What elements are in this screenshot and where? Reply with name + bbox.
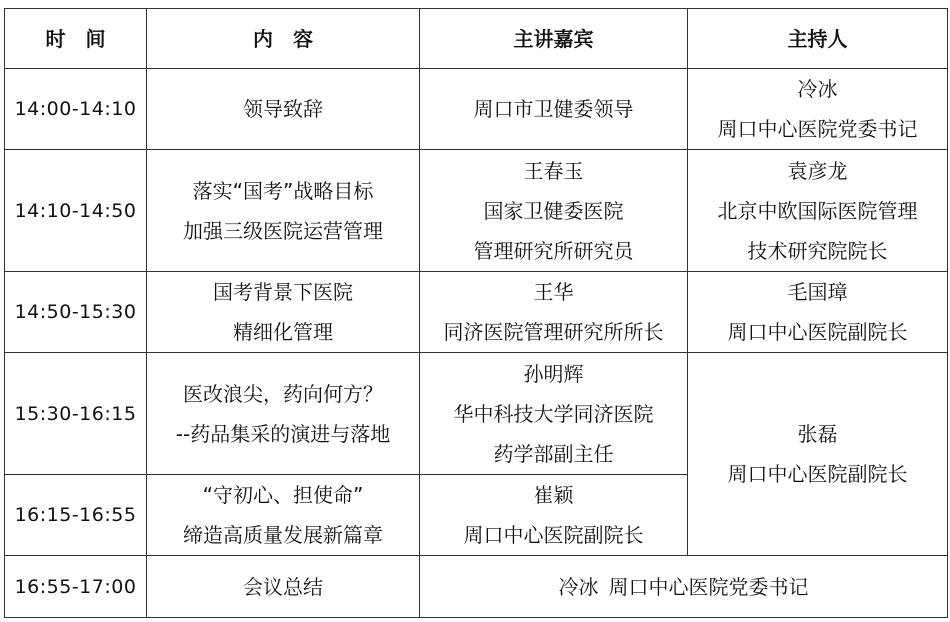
closing-title: 周口中心医院党委书记 — [608, 574, 809, 599]
content-cell — [147, 69, 420, 150]
speaker-name: 崔颖 — [533, 483, 574, 507]
content-line: --药品集采的演进与落地 — [175, 421, 391, 446]
table-row — [5, 272, 948, 353]
table-row — [5, 353, 948, 475]
host-cell-merged — [688, 353, 948, 556]
content-line: 缔造高质量发展新篇章 — [183, 523, 383, 547]
agenda-table — [4, 8, 948, 618]
content-line: “守初心、担使命” — [202, 483, 364, 507]
table-row — [5, 556, 948, 618]
host-cell — [688, 150, 948, 272]
content-line: 精细化管理 — [233, 320, 333, 344]
content-cell — [147, 475, 420, 556]
time-cell: 14:50-15:30 — [5, 272, 147, 353]
content-line: 落实“国考”战略目标 — [192, 178, 374, 203]
speaker-title: 国家卫健委医院 — [483, 198, 624, 223]
header-content: 内 容 — [147, 9, 420, 69]
speaker-cell — [420, 353, 688, 475]
speaker-name: 孙明辉 — [523, 361, 584, 386]
content-cell — [147, 272, 420, 353]
host-cell — [688, 272, 948, 353]
host-name: 冷冰 — [797, 77, 838, 101]
host-title: 周口中心医院副院长 — [727, 462, 908, 486]
speaker-name: 王华 — [533, 280, 574, 304]
closing-name: 冷冰 — [558, 574, 599, 599]
speaker-title: 管理研究所研究员 — [473, 238, 634, 263]
header-row — [5, 9, 948, 69]
header-host: 主持人 — [688, 9, 948, 69]
header-time: 时 间 — [5, 9, 147, 69]
host-cell — [688, 69, 948, 150]
speaker-cell — [420, 272, 688, 353]
time-cell: 14:00-14:10 — [5, 69, 147, 150]
speaker-name: 王春玉 — [523, 158, 584, 183]
host-name: 袁彦龙 — [787, 158, 848, 183]
speaker-cell — [420, 150, 688, 272]
content-cell — [147, 556, 420, 618]
speaker-cell — [420, 69, 688, 150]
speaker-title: 周口中心医院副院长 — [463, 523, 644, 547]
content-cell — [147, 150, 420, 272]
time-cell: 14:10-14:50 — [5, 150, 147, 272]
host-title: 技术研究院院长 — [747, 238, 888, 263]
content-line: 国考背景下医院 — [213, 280, 353, 304]
content-line: 领导致辞 — [243, 97, 323, 121]
host-title: 周口中心医院副院长 — [727, 320, 908, 344]
content-line: 会议总结 — [243, 574, 323, 599]
speaker-title: 药学部副主任 — [493, 441, 614, 466]
content-cell — [147, 353, 420, 475]
content-line: 加强三级医院运营管理 — [183, 218, 383, 243]
host-name: 张磊 — [797, 422, 838, 446]
host-title: 周口中心医院党委书记 — [717, 117, 918, 141]
host-title: 北京中欧国际医院管理 — [717, 198, 918, 223]
table-row — [5, 69, 948, 150]
speaker-line: 周口市卫健委领导 — [473, 97, 634, 121]
table-row — [5, 150, 948, 272]
speaker-cell — [420, 475, 688, 556]
host-name: 毛国璋 — [787, 280, 848, 304]
header-speaker: 主讲嘉宾 — [420, 9, 688, 69]
content-line: 医改浪尖，药向何方？ — [183, 381, 383, 406]
time-cell: 16:55-17:00 — [5, 556, 147, 618]
speaker-title: 华中科技大学同济医院 — [453, 401, 654, 426]
closing-speaker-host-cell — [420, 556, 948, 618]
time-cell: 16:15-16:55 — [5, 475, 147, 556]
time-cell: 15:30-16:15 — [5, 353, 147, 475]
speaker-title: 同济医院管理研究所所长 — [443, 320, 664, 344]
